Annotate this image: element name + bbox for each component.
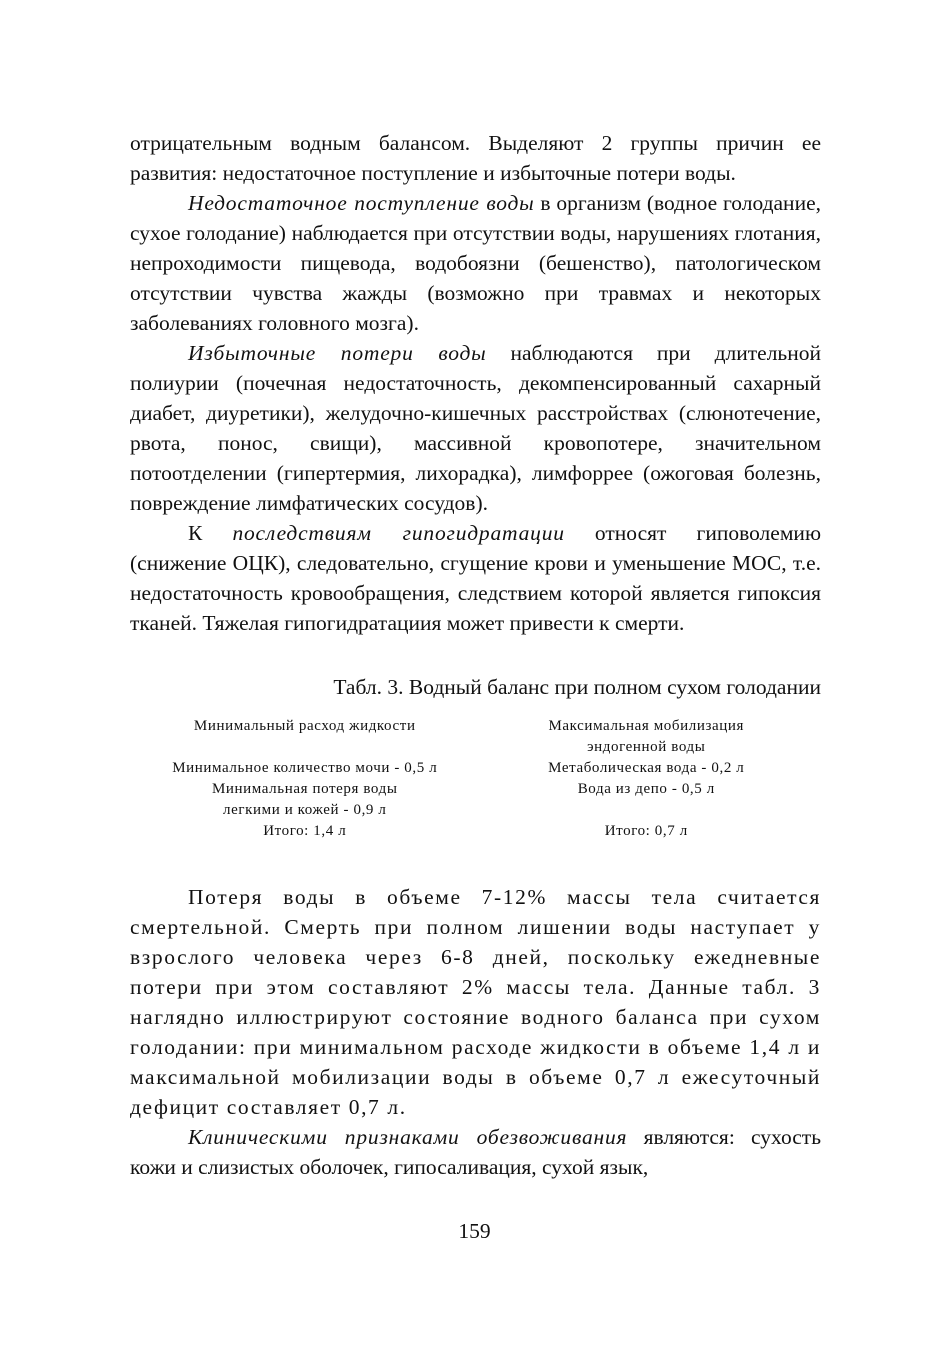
paragraph-insufficient-intake — [130, 188, 821, 338]
term-consequences: последствиям гипогидратации — [232, 521, 565, 545]
paragraph-intro-text: отрицательным водным балансом. Выделяют 2 группы причин ее развития: недостаточное поступление и избыточные потери воды. — [130, 131, 821, 185]
paragraph-consequences — [130, 518, 821, 638]
term-excess-loss: Избыточные потери воды — [188, 341, 487, 365]
table-column-expense — [130, 716, 480, 842]
table-cell-loss-line2: легкими и кожей - 0,9 л — [223, 802, 387, 818]
term-clinical-signs: Клиническими признаками обезвоживания — [188, 1125, 628, 1149]
table-cell-urine: Минимальное количество мочи - 0,5 л — [172, 760, 438, 776]
table-caption: Табл. 3. Водный баланс при полном сухом голодании — [333, 675, 821, 699]
paragraph-clinical-signs — [130, 1122, 821, 1182]
table-header-mobilization-line1: Максимальная мобилизация — [548, 718, 745, 734]
paragraph-consequences-text: относят гиповолемию (снижение ОЦК), следовательно, сгущение крови и уменьшение МОС, т.е. недостаточность кровообращения, следствием которой является гипоксия тканей. Тяжелая гипогидратациия может привести к смерти. — [130, 521, 822, 635]
table-column-mobilization — [472, 716, 822, 842]
term-insufficient-intake: Недостаточное поступление воды — [188, 191, 535, 215]
paragraph-consequences-prefix: К — [188, 521, 233, 545]
paragraph-excess-loss — [130, 338, 821, 518]
paragraph-clinical-signs-text: являются: сухость кожи и слизистых оболочек, гипосаливация, сухой язык, — [130, 1125, 821, 1179]
table-cell-loss-line1: Минимальная потеря воды — [211, 781, 398, 797]
page-number: 159 — [458, 1219, 491, 1243]
table-header-expense: Минимальный расход жидкости — [193, 718, 416, 734]
table-cell-total-expense: Итого: 1,4 л — [263, 823, 347, 839]
table-cell-depot-water: Вода из депо - 0,5 л — [577, 781, 715, 797]
page-body — [130, 128, 821, 1182]
paragraph-water-loss — [130, 882, 821, 1122]
paragraph-water-loss-text: Потеря воды в объеме 7-12% массы тела считается смертельной. Смерть при полном лишении воды наступает у взрослого человека через 6-8 дней, поскольку ежедневные потери при этом составляют 2% массы тела. Данные табл. 3 наглядно иллюстрируют состояние водного баланса при сухом голодании: при минимальном расходе жидкости в объеме 1,4 л и максимальной мобилизации воды в объеме 0,7 л ежесуточный дефицит составляет 0,7 л. — [130, 885, 821, 1119]
paragraph-excess-loss-text: наблюдаются при длительной полиурии (почечная недостаточность, декомпенсированный сахарный диабет, диуретики), желудочно-кишечных расстройствах (слюнотечение, рвота, понос, свищи), массивной кровопотере, значительном потоотделении (гипертермия, лихорадка), лимфоррее (ожоговая болезнь, повреждение лимфатических сосудов). — [130, 341, 821, 515]
table-header-mobilization-line2: эндогенной воды — [587, 739, 706, 755]
table-cell-total-mobilization: Итого: 0,7 л — [604, 823, 688, 839]
paragraph-intro — [130, 128, 821, 188]
water-balance-table — [130, 716, 821, 842]
table-cell-metabolic-water: Метаболическая вода - 0,2 л — [548, 760, 745, 776]
paragraph-insufficient-intake-text: в организм (водное голодание, сухое голодание) наблюдается при отсутствии воды, нарушениях глотания, непроходимости пищевода, водобоязни (бешенство), патологическом отсутствии чувства жажды (возможно при травмах и некоторых заболеваниях головного мозга). — [130, 191, 821, 335]
